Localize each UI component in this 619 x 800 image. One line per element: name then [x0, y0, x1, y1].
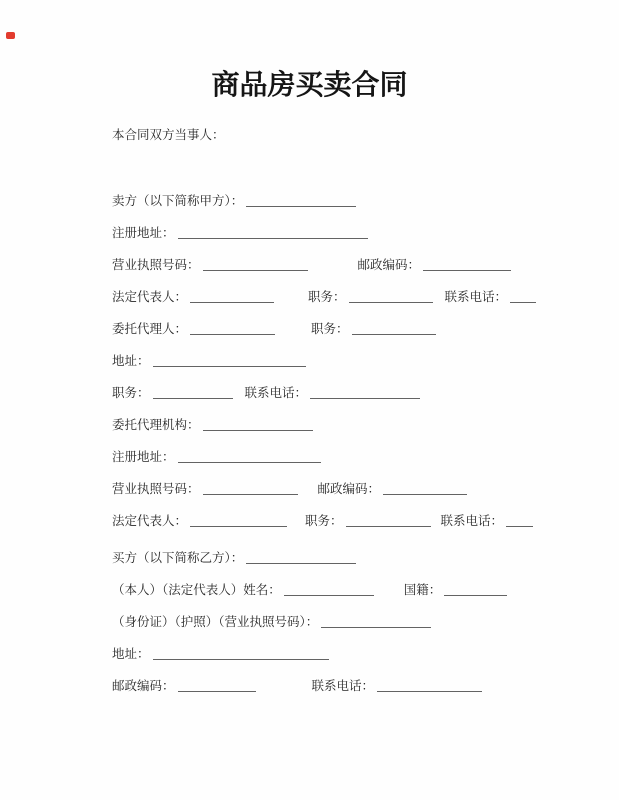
- blank-underline: [352, 322, 436, 335]
- blank-underline: [310, 386, 420, 399]
- form-row-registered-address-2: [112, 450, 619, 464]
- blank-underline: [246, 551, 356, 564]
- field-label: 联系电话：: [444, 289, 508, 304]
- blank-underline: [190, 322, 275, 335]
- blank-underline: [203, 418, 313, 431]
- blank-underline: [190, 514, 287, 527]
- form-row-buyer-postcode-phone: [112, 679, 619, 693]
- field-label: （身份证）（护照）（营业执照号码）：: [112, 614, 319, 629]
- intro-line: [112, 128, 619, 142]
- spacer: [298, 492, 318, 493]
- blank-underline: [321, 615, 431, 628]
- blank-underline: [349, 290, 433, 303]
- blank-underline: [444, 583, 507, 596]
- field-label: 营业执照号码：: [112, 257, 200, 272]
- form-row-legal-rep-2: [112, 514, 619, 528]
- spacer: [374, 593, 404, 594]
- form-row-registered-address: [112, 226, 619, 240]
- field-label: 营业执照号码：: [112, 481, 200, 496]
- blank-underline: [506, 514, 533, 527]
- form-row-agent: [112, 322, 619, 336]
- form-row-person-nationality: [112, 583, 619, 597]
- field-label: 注册地址：: [112, 225, 175, 240]
- spacer: [256, 689, 312, 690]
- spacer: [275, 332, 311, 333]
- field-label: 职务：: [112, 385, 150, 400]
- spacer: [308, 268, 358, 269]
- field-label: 联系电话：: [311, 678, 375, 693]
- blank-underline: [178, 226, 368, 239]
- field-label: （本人）（法定代表人）姓名：: [112, 582, 281, 597]
- spacer: [433, 300, 445, 301]
- intro-text: 本合同双方当事人：: [112, 127, 225, 142]
- field-label: 联系电话：: [440, 513, 504, 528]
- field-label: 买方（以下简称乙方）：: [112, 550, 244, 565]
- blank-underline: [246, 194, 356, 207]
- blank-underline: [377, 679, 482, 692]
- field-label: 地址：: [112, 353, 150, 368]
- page-title: 商品房买卖合同: [211, 68, 408, 101]
- field-label: 职务：: [311, 321, 349, 336]
- field-label: 法定代表人：: [112, 289, 188, 304]
- field-label: 职务：: [308, 289, 346, 304]
- blank-underline: [203, 258, 308, 271]
- field-label: 注册地址：: [112, 449, 175, 464]
- form-row-license-postcode: [112, 258, 619, 272]
- spacer: [287, 524, 305, 525]
- blank-underline: [203, 482, 298, 495]
- form-row-address: [112, 354, 619, 368]
- spacer: [274, 300, 308, 301]
- spacer: [233, 396, 245, 397]
- blank-underline: [153, 386, 233, 399]
- blank-underline: [190, 290, 274, 303]
- field-label: 联系电话：: [244, 385, 308, 400]
- field-label: 委托代理机构：: [112, 417, 200, 432]
- spacer: [431, 524, 441, 525]
- field-label: 职务：: [305, 513, 343, 528]
- field-label: 邮政编码：: [112, 678, 175, 693]
- form-row-id-number: [112, 615, 619, 629]
- blank-underline: [153, 354, 306, 367]
- field-label: 邮政编码：: [317, 481, 381, 496]
- red-marker-dot: [6, 32, 15, 39]
- form-row-buyer-name: [112, 551, 619, 565]
- field-label: 委托代理人：: [112, 321, 188, 336]
- form-row-legal-rep: [112, 290, 619, 304]
- field-label: 邮政编码：: [357, 257, 421, 272]
- contract-body: [0, 100, 619, 693]
- form-row-agency: [112, 418, 619, 432]
- field-label: 国籍：: [403, 582, 442, 597]
- blank-underline: [178, 679, 256, 692]
- field-label: 地址：: [112, 646, 150, 661]
- blank-underline: [383, 482, 467, 495]
- form-row-title-phone: [112, 386, 619, 400]
- form-row-license-postcode-2: [112, 482, 619, 496]
- blank-underline: [510, 290, 536, 303]
- blank-underline: [423, 258, 511, 271]
- blank-underline: [153, 647, 329, 660]
- field-label: 卖方（以下简称甲方）：: [112, 193, 244, 208]
- blank-underline: [178, 450, 321, 463]
- blank-underline: [284, 583, 374, 596]
- form-row-seller-name: [112, 194, 619, 208]
- form-row-buyer-address: [112, 647, 619, 661]
- field-label: 法定代表人：: [112, 513, 188, 528]
- blank-underline: [346, 514, 431, 527]
